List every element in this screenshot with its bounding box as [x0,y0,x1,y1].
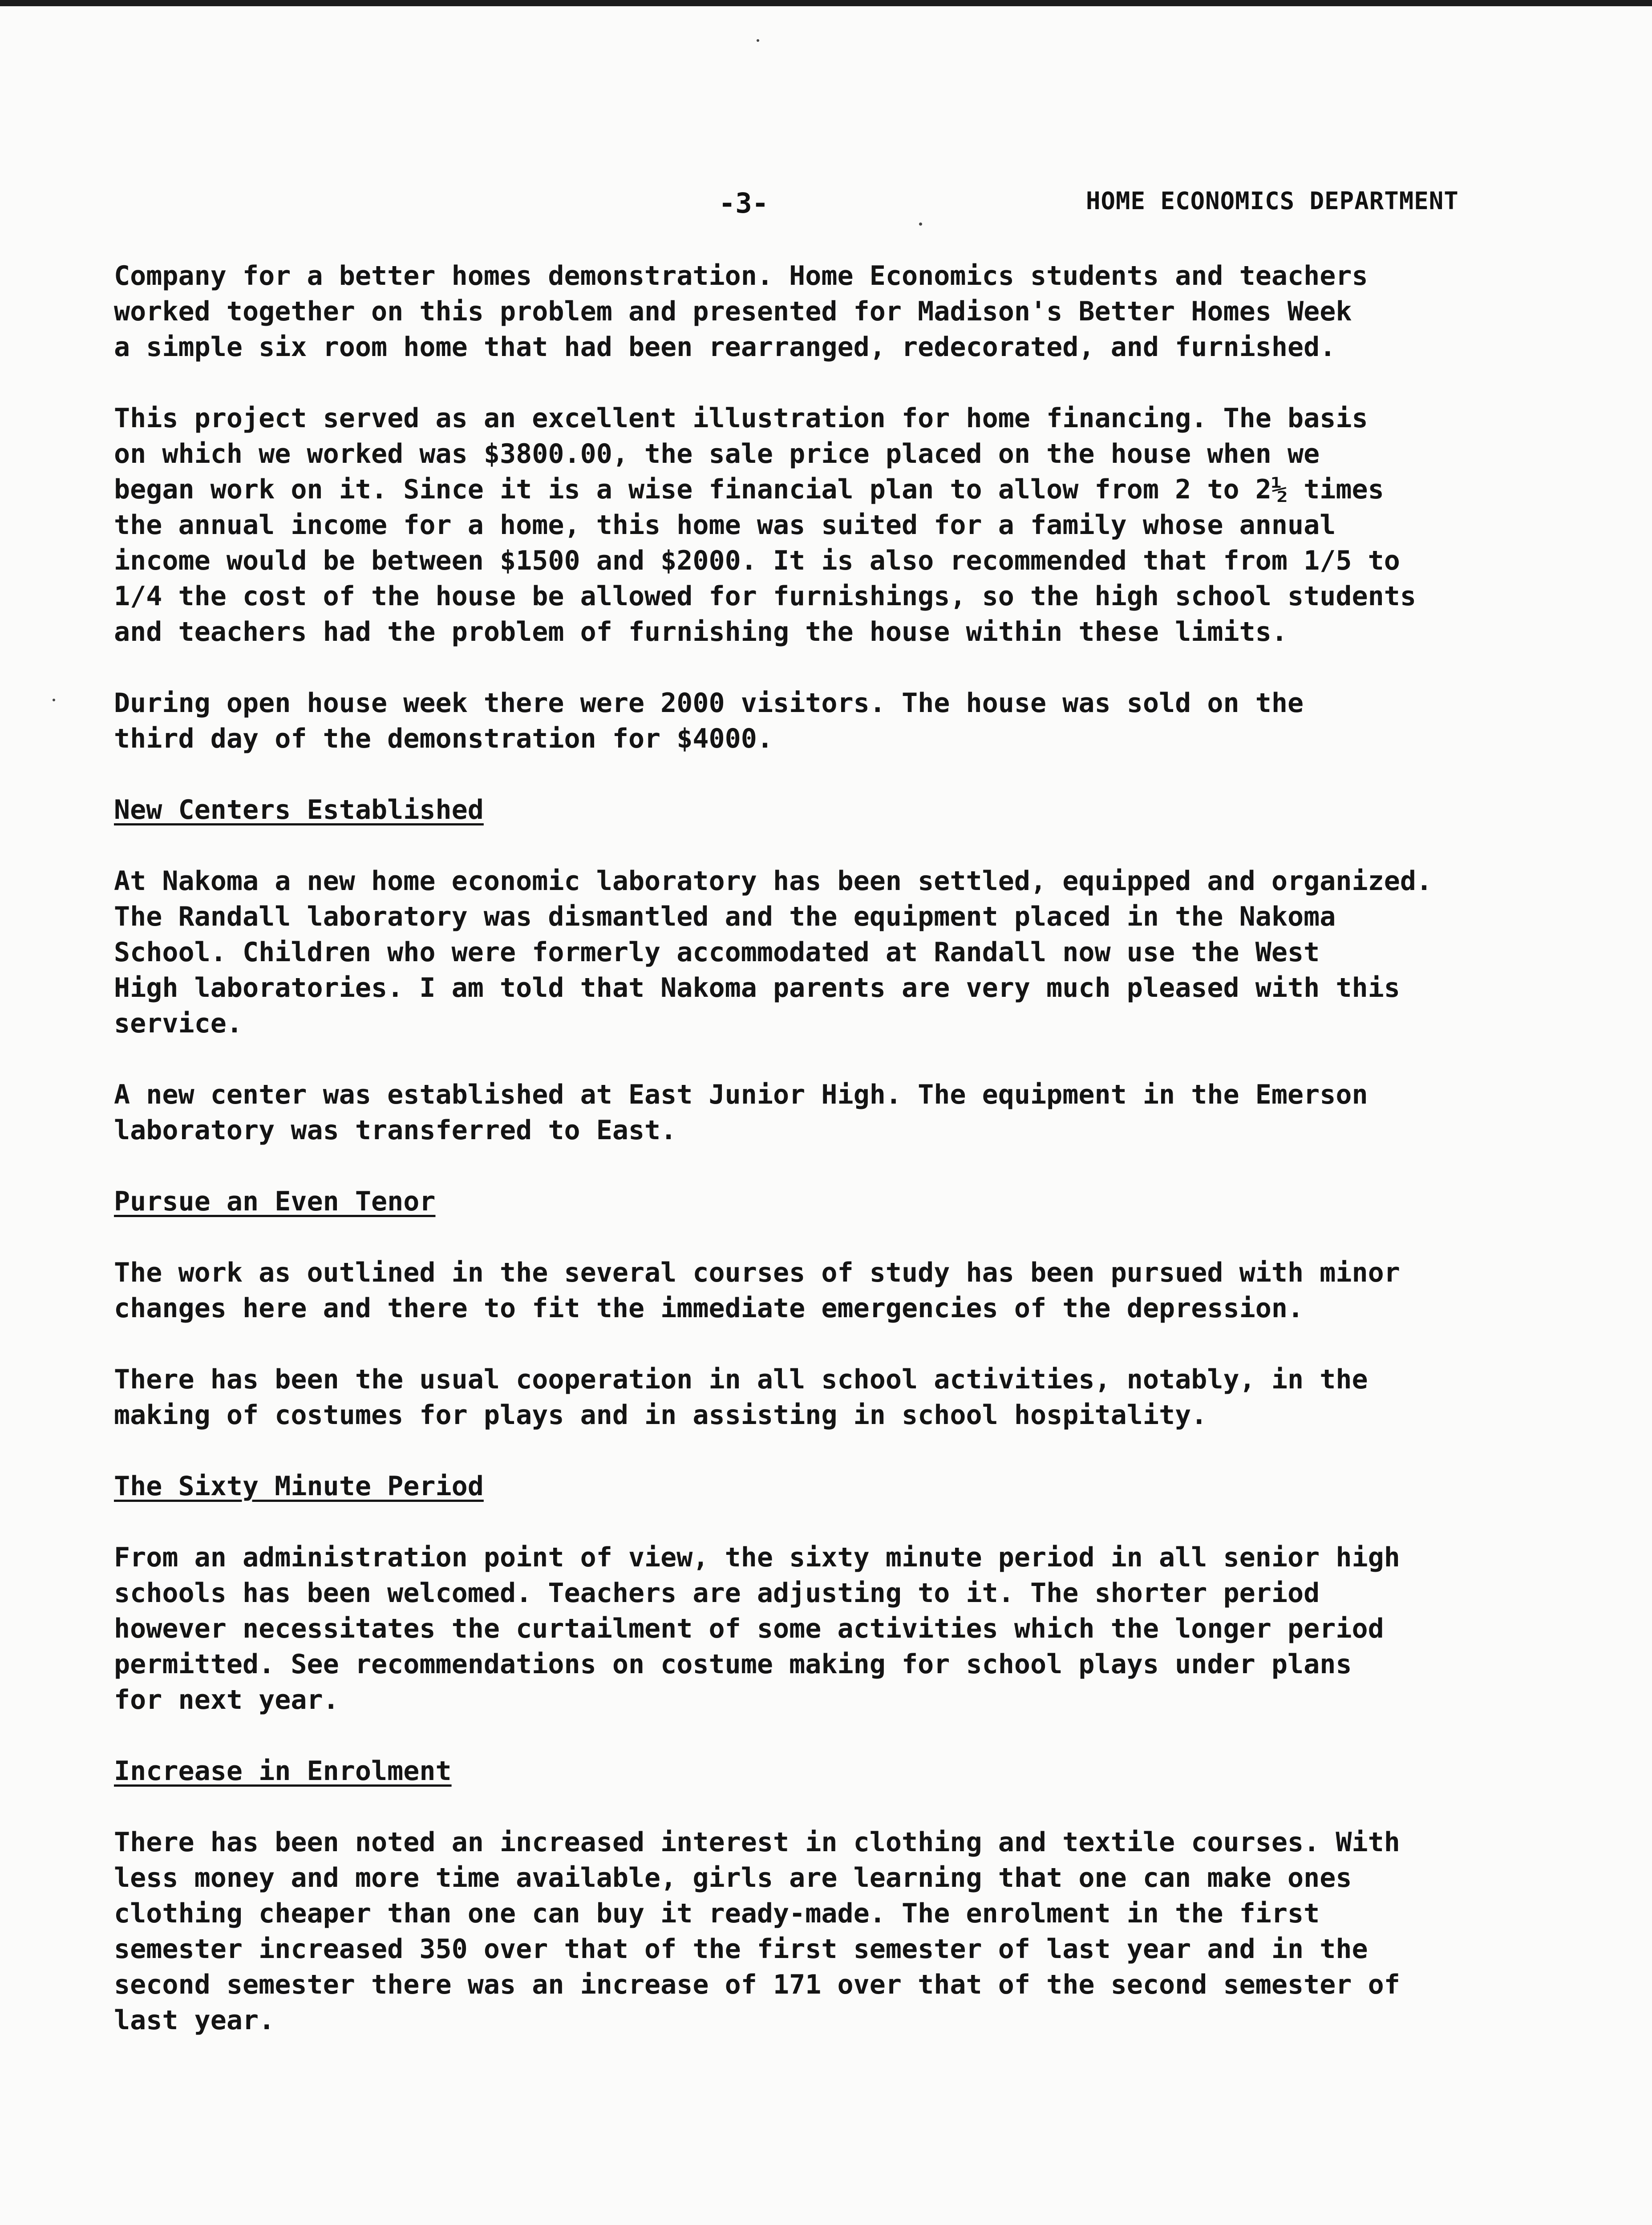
text-line: second semester there was an increase of 171 over that of the second semester of [114,1969,1400,2000]
text-line: permitted. See recommendations on costume making for school plays under plans [114,1649,1352,1680]
text-line: The work as outlined in the several courses of study has been pursued with minor [114,1257,1400,1288]
text-line: however necessitates the curtailment of some activities which the longer period [114,1613,1384,1644]
paragraph [114,1255,1560,1326]
paragraph [114,1077,1560,1148]
text-line: There has been noted an increased interest in clothing and textile courses. With [114,1827,1400,1858]
scan-speck [757,39,759,42]
text-line: schools has been welcomed. Teachers are adjusting to it. The shorter period [114,1578,1320,1609]
department-title: HOME ECONOMICS DEPARTMENT [1086,187,1459,215]
text-line: began work on it. Since it is a wise financial plan to allow from 2 to 2½ times [114,474,1384,505]
text-line: During open house week there were 2000 visitors. The house was sold on the [114,688,1304,719]
section-heading: Pursue an Even Tenor [114,1186,436,1217]
text-line: A new center was established at East Junior High. The equipment in the Emerson [114,1079,1368,1110]
text-line: the annual income for a home, this home was suited for a family whose annual [114,510,1336,541]
section-heading: Increase in Enrolment [114,1756,452,1787]
section-heading: The Sixty Minute Period [114,1471,484,1502]
text-line: worked together on this problem and presented for Madison's Better Homes Week [114,296,1352,327]
scan-top-edge [0,0,1652,6]
paragraph [114,685,1560,756]
scan-speck [919,222,922,226]
text-line: changes here and there to fit the immediate emergencies of the depression. [114,1293,1304,1324]
text-line: Company for a better homes demonstration. Home Economics students and teachers [114,260,1368,291]
text-line: a simple six room home that had been rearranged, redecorated, and furnished. [114,332,1336,363]
page-header [0,187,1652,222]
text-line: At Nakoma a new home economic laboratory has been settled, equipped and organized. [114,866,1433,897]
text-line: 1/4 the cost of the house be allowed for furnishings, so the high school students [114,581,1416,612]
paragraph [114,258,1560,365]
text-line: and teachers had the problem of furnishing the house within these limits. [114,616,1288,647]
text-line: third day of the demonstration for $4000. [114,723,773,754]
section-heading: New Centers Established [114,794,484,825]
paragraph [114,1540,1560,1718]
page-number: -3- [719,187,769,219]
text-line: laboratory was transferred to East. [114,1115,677,1146]
paragraph [114,1824,1560,2038]
text-line: for next year. [114,1684,339,1715]
text-line: less money and more time available, girls are learning that one can make ones [114,1862,1352,1893]
text-line: School. Children who were formerly accommodated at Randall now use the West [114,937,1320,968]
text-line: High laboratories. I am told that Nakoma parents are very much pleased with this [114,972,1400,1003]
text-line: semester increased 350 over that of the first semester of last year and in the [114,1934,1368,1965]
text-line: There has been the usual cooperation in all school activities, notably, in the [114,1364,1368,1395]
text-line: The Randall laboratory was dismantled and the equipment placed in the Nakoma [114,901,1336,932]
text-line: clothing cheaper than one can buy it ready-made. The enrolment in the first [114,1898,1320,1929]
text-line: income would be between $1500 and $2000. It is also recommended that from 1/5 to [114,545,1400,576]
document-body [114,258,1560,2074]
scan-speck [53,699,55,701]
paragraph [114,400,1560,650]
text-line: service. [114,1008,243,1039]
paragraph [114,1362,1560,1433]
text-line: From an administration point of view, the sixty minute period in all senior high [114,1542,1400,1573]
text-line: last year. [114,2005,275,2036]
text-line: on which we worked was $3800.00, the sale price placed on the house when we [114,438,1320,469]
paragraph [114,863,1560,1041]
text-line: This project served as an excellent illustration for home financing. The basis [114,403,1368,434]
text-line: making of costumes for plays and in assisting in school hospitality. [114,1400,1207,1431]
